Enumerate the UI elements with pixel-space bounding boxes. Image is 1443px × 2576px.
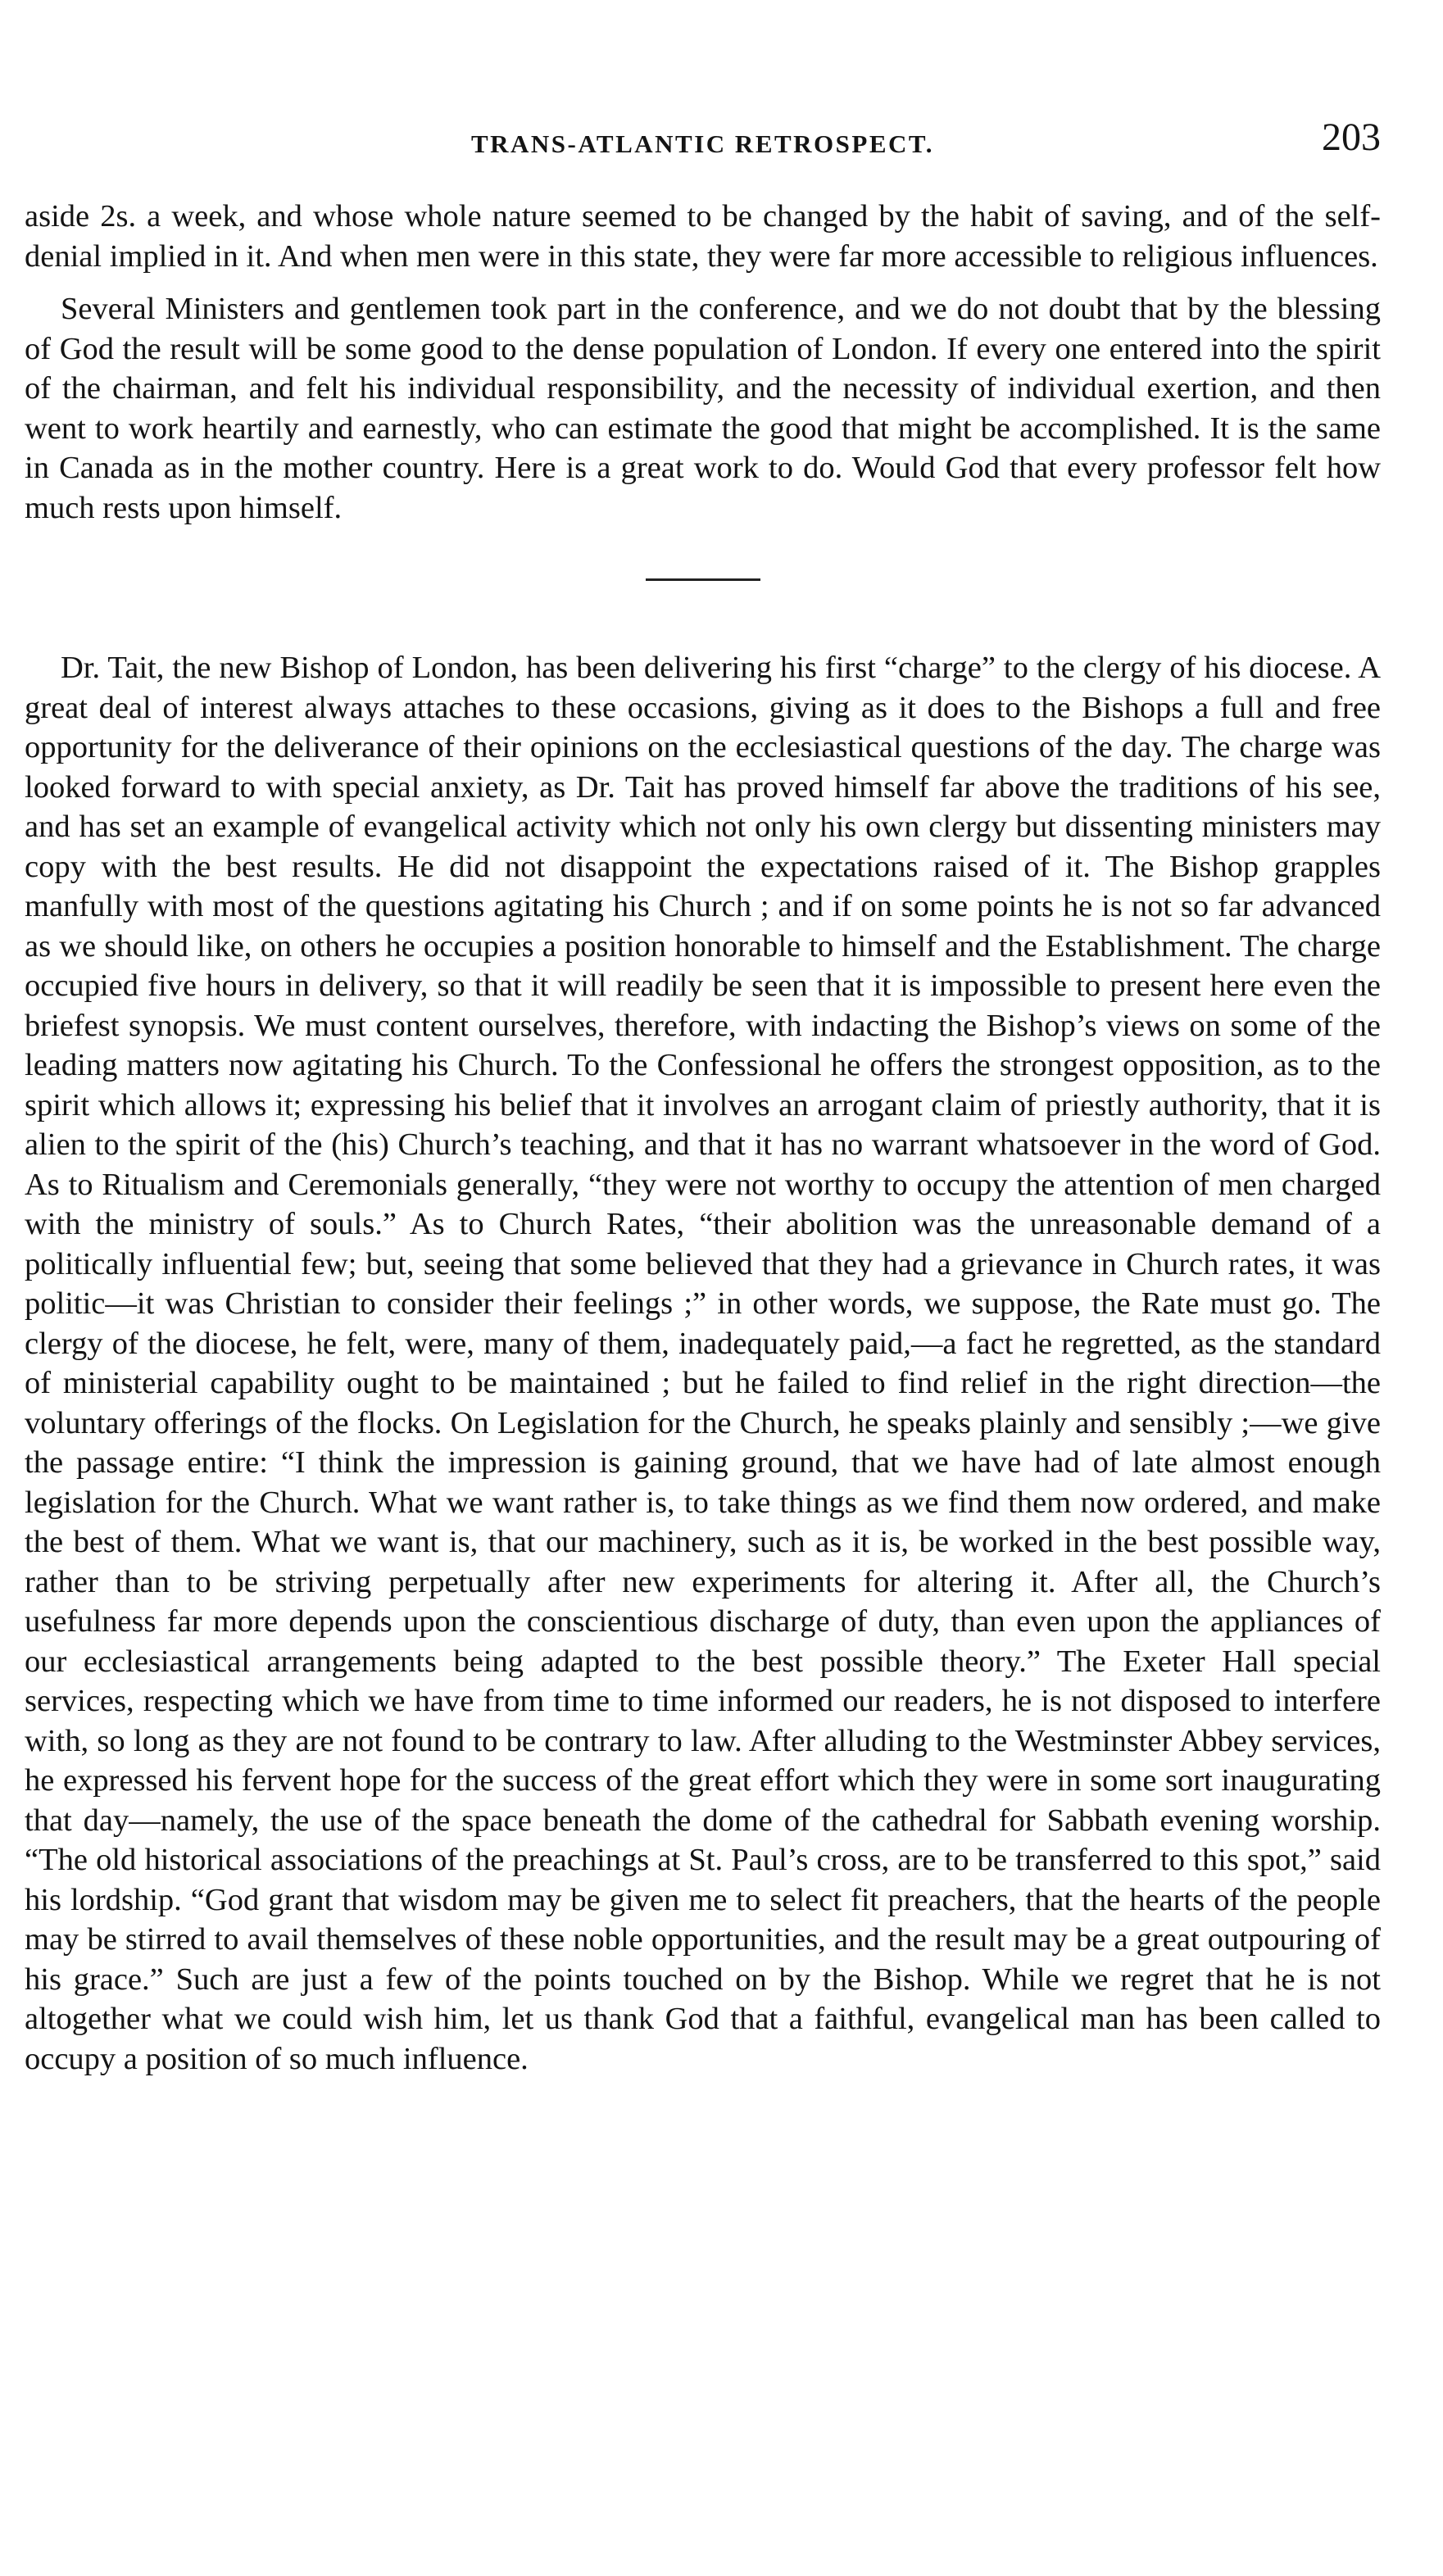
book-page [25,0,1381,2576]
section-gap [25,581,1381,635]
running-header [25,105,1381,179]
running-title: TRANS-ATLANTIC RETROSPECT. [470,129,935,158]
paragraph-continuation: aside 2s. a week, and whose whole nature seemed to be changed by the habit of saving, and of the self-denial implied in it. And when men were in this state, they were far more accessible to religious influences. [25,199,1381,274]
page-number: 203 [1322,116,1381,159]
paragraph-conference: Several Ministers and gentlemen took part in the conference, and we do not doubt that by the blessing of God the result will be some good to the dense population of London. If every one entered into the spirit of the chairman, and felt his individual responsibility, and the necessity of individual exertion, and then went to work heartily and earnestly, who can estimate the good that might be accomplished. It is the same in Canada as in the mother country. Here is a great work to do. Would God that every professor felt how much rests upon himself. [25,292,1381,525]
paragraph-bishop-charge: Dr. Tait, the new Bishop of London, has been delivering his first “charge” to the clergy of his diocese. A great deal of interest always attaches to these occasions, giving as it does to the Bishops a full and free opportunity for the deliverance of their opinions on the ecclesiastical questions of the day. The charge was looked forward to with special anxiety, as Dr. Tait has proved himself far above the traditions of his see, and has set an example of evangelical activity which not only his own clergy but dissenting ministers may copy with the best results. He did not disappoint the expectations raised of it. The Bishop grapples manfully with most of the questions agitating his Church ; and if on some points he is not so far advanced as we should like, on others he occupies a position honorable to himself and the Establishment. The charge occupied five hours in delivery, so that it will readily be seen that it is impossible to present here even the briefest synopsis. We must content ourselves, therefore, with indacting the Bishop’s views on some of the leading matters now agitating his Church. To the Confessional he offers the strongest opposition, as to the spirit which allows it; expressing his belief that it involves an arrogant claim of priestly authority, that it is alien to the spirit of the (his) Church’s teaching, and that it has no warrant whatsoever in the word of God. As to Ritualism and Ceremonials generally, “they were not worthy to occupy the attention of men charged with the ministry of souls.” As to Church Rates, “their abolition was the unreasonable demand of a politically influential few; but, seeing that some believed that they had a grievance in Church rates, it was politic—it was Christian to consider their feelings ;” in other words, we suppose, the Rate must go. The clergy of the diocese, he felt, were, many of them, inadequately paid,—a fact he regretted, as the standard of ministerial capability ought to be maintained ; but he failed to find relief in the right direction—the voluntary offerings of the flocks. On Legislation for the Church, he speaks plainly and sensibly ;—we give the passage entire: “I think the impression is gaining ground, that we have had of late almost enough legislation for the Church. What we want rather is, to take things as we find them now ordered, and make the best of them. What we want is, that our machinery, such as it is, be worked in the best possible way, rather than to be striving perpetually after new experiments for altering it. After all, the Church’s usefulness far more depends upon the conscientious discharge of duty, than even upon the appliances of our ecclesiastical arrangements being adapted to the best possible theory.” The Exeter Hall special services, respecting which we have from time to time informed our readers, he is not disposed to interfere with, so long as they are not found to be contrary to law. After alluding to the Westminster Abbey services, he expressed his fervent hope for the success of the great effort which they were in some sort inaugurating that day—namely, the use of the space beneath the dome of the cathedral for Sabbath evening worship. “The old historical associations of the preachings at St. Paul’s cross, are to be transferred to this spot,” said his lordship. “God grant that wisdom may be given me to select fit preachers, that the hearts of the people may be stirred to avail themselves of these noble opportunities, and the result may be a great outpouring of his grace.” Such are just a few of the points touched on by the Bishop. While we regret that he is not altogether what we could wish him, let us thank God that a faithful, evangelical man has been called to occupy a position of so much influence. [25,651,1381,2076]
